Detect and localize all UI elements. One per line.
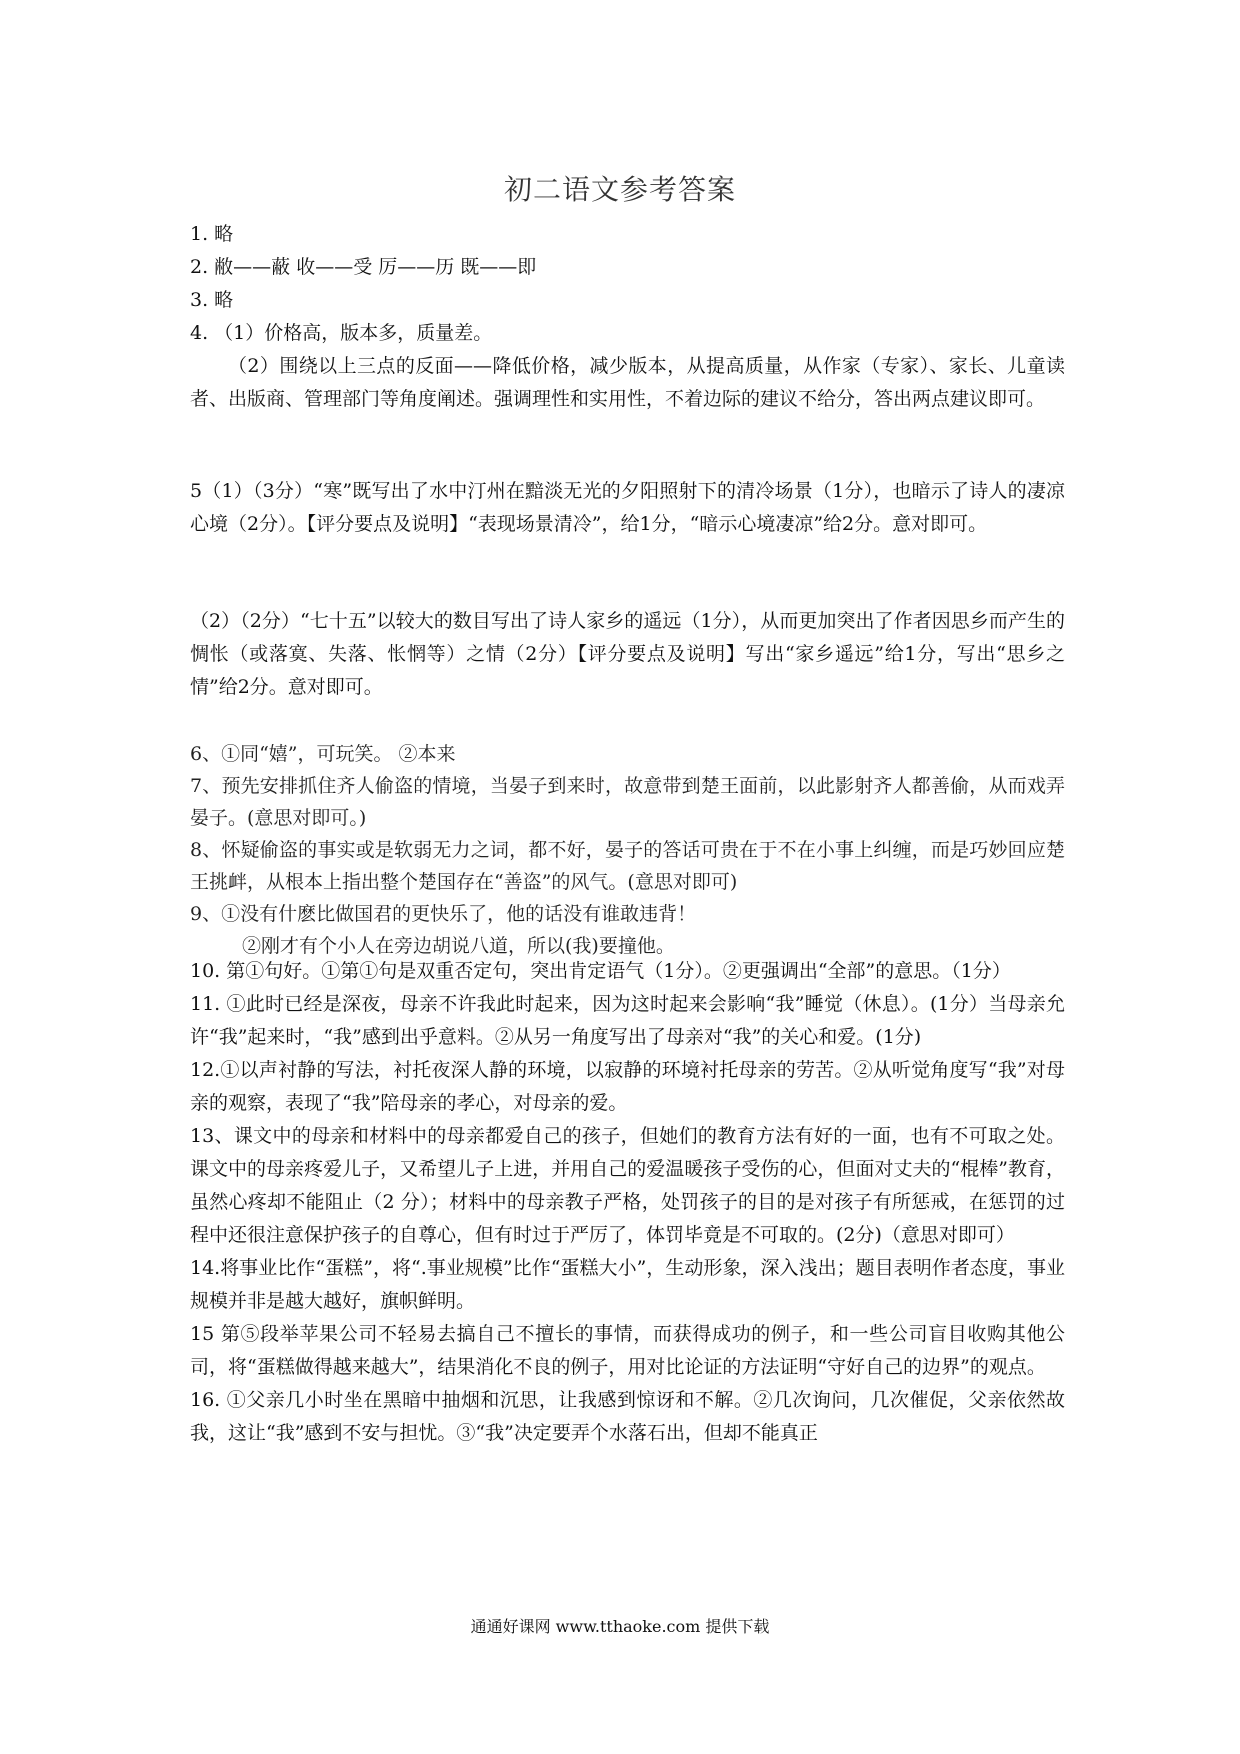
answer-5-1 <box>190 475 1065 541</box>
page-title: 初二语文参考答案 <box>503 173 736 206</box>
answer-9-2: ②刚才有个小人在旁边胡说八道，所以(我)要撞他。 <box>242 935 675 957</box>
answer-10: 10. 第①句好。①第①句是双重否定句，突出肯定语气（1分）。②更强调出“全部”的意思。（1分） <box>190 960 1011 982</box>
answer-13: 13、课文中的母亲和材料中的母亲都爱自己的孩子，但她们的教育方法有好的一面，也有不可取之处。课文中的母亲疼爱儿子，又希望儿子上进，并用自己的爱温暖孩子受伤的心，但面对丈夫的“棍棒”教育，虽然心疼却不能阻止（2 分）；材料中的母亲教子严格，处罚孩子的目的是对孩子有所惩戒，在惩罚的过程中还很注意保护孩子的自尊心，但有时过于严厉了，体罚毕竟是不可取的。(2分)（意思对即可） <box>190 1125 1065 1246</box>
answer-1: 1. 略 <box>190 223 234 245</box>
answers-10-16 <box>190 955 1065 1450</box>
answer-5-1-text: 5（1）（3分）“寒”既写出了水中汀州在黯淡无光的夕阳照射下的清冷场景（1分），也暗示了诗人的凄凉心境（2分）。【评分要点及说明】“表现场景清冷”，给1分，“暗示心境凄凉”给2分。意对即可。 <box>190 480 1065 535</box>
answer-2: 2. 敝——蔽 收——受 厉——历 既——即 <box>190 256 537 278</box>
answer-5-2 <box>190 605 1065 704</box>
answer-4-1: 4. （1）价格高，版本多，质量差。 <box>190 322 493 344</box>
answer-5-2-text: （2）（2分）“七十五”以较大的数目写出了诗人家乡的遥远（1分），从而更加突出了作者因思乡而产生的惆怅（或落寞、失落、怅惘等）之情（2分）【评分要点及说明】写出“家乡遥远”给1分，写出“思乡之情”给2分。意对即可。 <box>190 610 1065 698</box>
answer-15: 15 第⑤段举苹果公司不轻易去搞自己不擅长的事情，而获得成功的例子，和一些公司盲目收购其他公司，将“蛋糕做得越来越大”，结果消化不良的例子，用对比论证的方法证明“守好自己的边界”的观点。 <box>190 1323 1065 1378</box>
answer-6: 6、①同“嬉”，可玩笑。 ②本来 <box>190 743 456 765</box>
answer-11: 11. ①此时已经是深夜，母亲不许我此时起来，因为这时起来会影响“我”睡觉（休息）。(1分）当母亲允许“我”起来时，“我”感到出乎意料。②从另一角度写出了母亲对“我”的关心和爱。(1分) <box>190 993 1065 1048</box>
answer-4-2: （2）围绕以上三点的反面——降低价格，减少版本，从提高质量，从作家（专家）、家长、儿童读者、出版商、管理部门等角度阐述。强调理性和实用性，不着边际的建议不给分，答出两点建议即可。 <box>190 355 1065 410</box>
answer-8: 8、怀疑偷盗的事实或是软弱无力之词，都不好，晏子的答话可贵在于不在小事上纠缠，而是巧妙回应楚王挑衅，从根本上指出整个楚国存在“善盗”的风气。(意思对即可) <box>190 839 1065 893</box>
answer-9-1: 9、①没有什麽比做国君的更快乐了，他的话没有谁敢违背！ <box>190 903 697 925</box>
answer-14: 14.将事业比作“蛋糕”，将“.事业规模”比作“蛋糕大小”，生动形象，深入浅出；题目表明作者态度，事业规模并非是越大越好，旗帜鲜明。 <box>190 1257 1065 1312</box>
answers-1-4 <box>190 218 1065 416</box>
answers-6-9 <box>190 738 1065 962</box>
answer-7: 7、预先安排抓住齐人偷盗的情境，当晏子到来时，故意带到楚王面前，以此影射齐人都善偷，从而戏弄晏子。(意思对即可。) <box>190 775 1065 829</box>
answer-12: 12.①以声衬静的写法，衬托夜深人静的环境，以寂静的环境衬托母亲的劳苦。②从听觉角度写“我”对母亲的观察，表现了“我”陪母亲的孝心，对母亲的爱。 <box>190 1059 1065 1114</box>
answer-3: 3. 略 <box>190 289 234 311</box>
footer-credit: 通通好课网 www.tthaoke.com 提供下载 <box>470 1617 770 1636</box>
answer-16: 16. ①父亲几小时坐在黑暗中抽烟和沉思，让我感到惊讶和不解。②几次询问，几次催促，父亲依然故我，这让“我”感到不安与担忧。③“我”决定要弄个水落石出，但却不能真正 <box>190 1389 1065 1444</box>
